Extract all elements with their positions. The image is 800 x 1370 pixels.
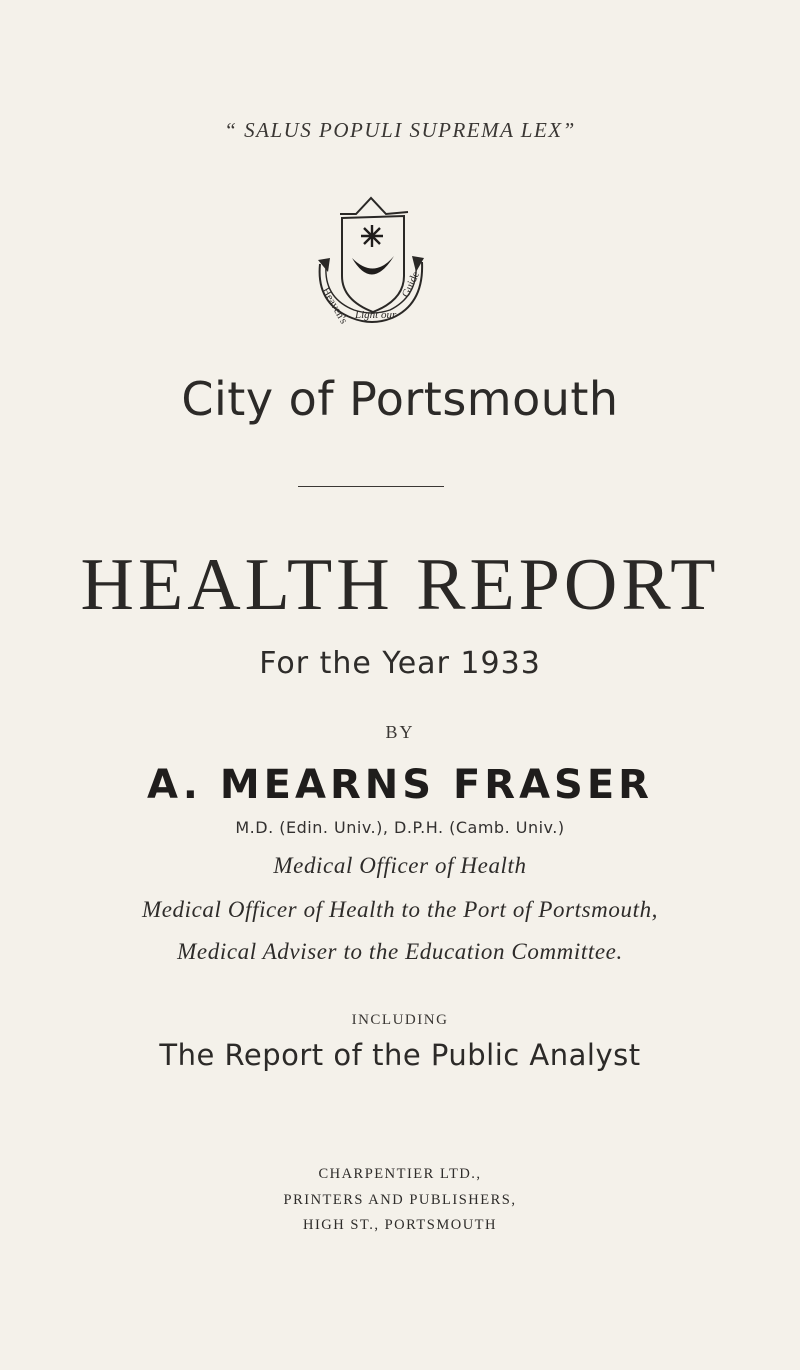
supplement-title: The Report of the Public Analyst: [159, 1038, 641, 1072]
city-crest-icon: [312, 192, 430, 332]
printer-line: CHARPENTIER LTD.,: [318, 1166, 482, 1182]
by-label: BY: [385, 722, 415, 742]
author-degrees: M.D. (Edin. Univ.), D.P.H. (Camb. Univ.): [235, 818, 565, 837]
crest-scroll-right: Guide: [399, 269, 423, 300]
including-label: INCLUDING: [351, 1012, 449, 1028]
printer-line: HIGH ST., PORTSMOUTH: [302, 1217, 497, 1233]
report-title: HEALTH REPORT: [80, 544, 720, 626]
motto: “ SALUS POPULI SUPREMA LEX”: [224, 118, 576, 142]
divider-rule: [298, 486, 444, 487]
author-name: A. MEARNS FRASER: [147, 762, 653, 808]
author-role: Medical Officer of Health: [273, 853, 527, 878]
crest-scroll-left: Heaven's: [319, 285, 350, 327]
author-role: Medical Officer of Health to the Port of Portsmouth,: [141, 897, 659, 922]
report-year: For the Year 1933: [259, 646, 541, 681]
author-role: Medical Adviser to the Education Committee.: [177, 939, 623, 964]
crest-scroll-bottom: Light our: [355, 309, 397, 321]
printer-line: PRINTERS AND PUBLISHERS,: [283, 1192, 517, 1208]
city-heading: City of Portsmouth: [181, 372, 619, 426]
